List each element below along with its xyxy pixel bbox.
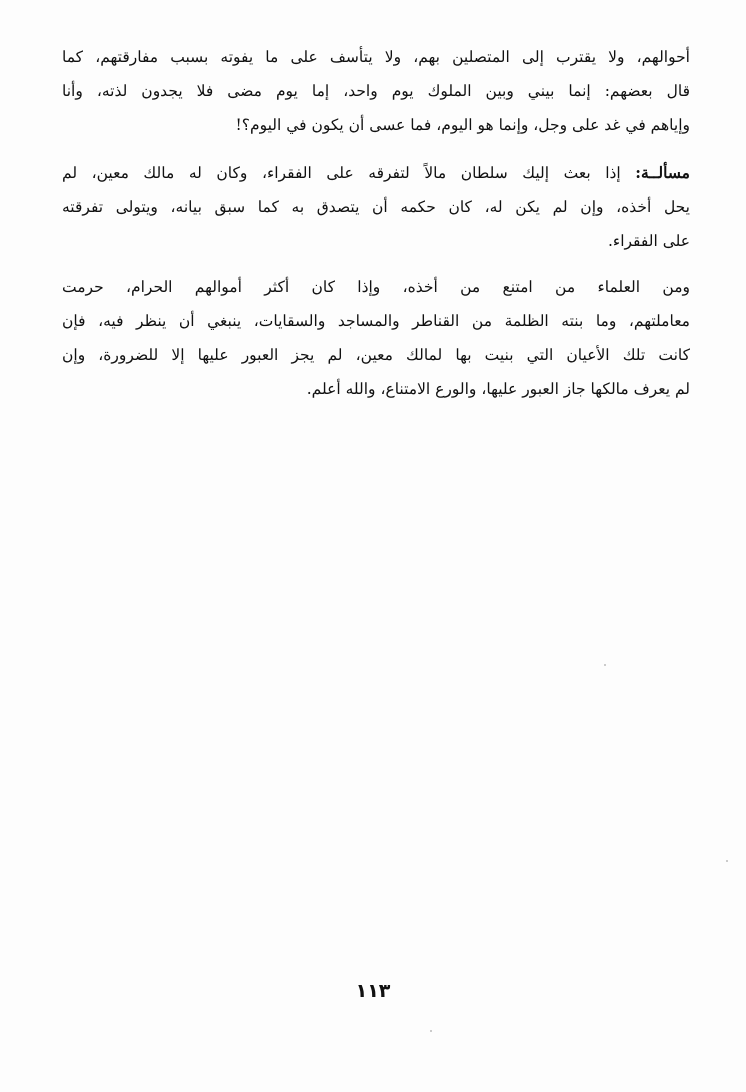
issue-heading: مسألــة: xyxy=(635,163,690,182)
paragraph-2-line-2: يحل أخذه، وإن لم يكن له، كان حكمه أن يتصدق به كما سبق بيانه، ويتولى تفرقته xyxy=(62,198,690,216)
paragraph-1-line-2: قال بعضهم: إنما بيني وبين الملوك يوم واحد، إما يوم مضى فلا يجدون لذته، وأنا xyxy=(62,82,690,100)
scan-speck xyxy=(604,664,606,666)
paragraph-2-line-1 xyxy=(62,156,690,190)
paragraph-1 xyxy=(62,40,690,142)
scan-speck xyxy=(430,1030,432,1032)
paragraph-2-issue xyxy=(62,156,690,258)
paragraph-1-line-3: وإياهم في غد على وجل، وإنما هو اليوم، فما عسى أن يكون في اليوم؟! xyxy=(235,116,690,134)
paragraph-1-line-1: أحوالهم، ولا يقترب إلى المتصلين بهم، ولا يتأسف على ما يفوته بسبب مفارقتهم، كما xyxy=(62,48,690,66)
scan-speck xyxy=(726,860,728,862)
paragraph-3-line-1: ومن العلماء من امتنع من أخذه، وإذا كان أكثر أموالهم الحرام، حرمت xyxy=(62,278,690,296)
paragraph-2-line-1-text: إذا بعث إليك سلطان مالاً لتفرقه على الفقراء، وكان له مالك معين، لم xyxy=(62,164,636,182)
paragraph-3 xyxy=(62,270,690,406)
paragraph-3-line-2: معاملتهم، وما بنته الظلمة من القناطر والمساجد والسقايات، ينبغي أن ينظر فيه، فإن xyxy=(62,312,690,330)
paragraph-3-line-4: لم يعرف مالكها جاز العبور عليها، والورع الامتناع، والله أعلم. xyxy=(306,380,690,398)
paragraph-2-line-3: على الفقراء. xyxy=(607,232,690,250)
paragraph-3-line-3: كانت تلك الأعيان التي بنيت بها لمالك معين، لم يجز العبور عليها إلا للضرورة، وإن xyxy=(62,346,690,364)
page-number: ١١٣ xyxy=(355,980,391,1002)
